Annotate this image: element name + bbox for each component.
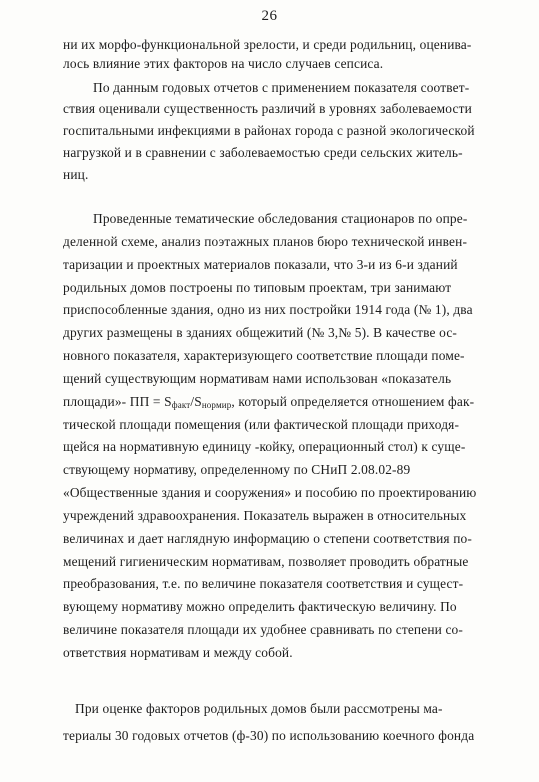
text-line: щейся на нормативную единицу -койку, операционный стол) к суще- — [63, 439, 466, 454]
text-line: родильных домов построены по типовым проектам, три занимают — [63, 280, 452, 295]
text-line: учреждений здравоохранения. Показатель выражен в относительных — [63, 508, 467, 523]
text-line: мещений гигиеническим нормативам, позволяет проводить обратные — [63, 554, 469, 569]
text-line: ни их морфо-функциональной зрелости, и среди родильниц, оценива- — [63, 37, 472, 52]
text-line: Проведенные тематические обследования стационаров по опре- — [93, 211, 468, 226]
text-line: щений существующим нормативам нами использован «показатель — [63, 371, 452, 386]
text-line: тической площади помещения (или фактической площади приходя- — [63, 417, 460, 432]
text-line: вующему нормативу можно определить фактическую величину. По — [63, 599, 457, 614]
formula-subscript-fact: факт — [171, 400, 191, 410]
text-line: При оценке факторов родильных домов были рассмотрены ма- — [75, 701, 443, 716]
text-line: ответствия нормативам и между собой. — [63, 645, 293, 660]
text-line: ниц. — [63, 167, 89, 182]
formula-divider: /S — [190, 394, 202, 409]
text-line: других размещены в зданиях общежитий (№ 3,№ 5). В качестве ос- — [63, 325, 458, 340]
formula-tail: , который определяется отношением фак- — [231, 394, 475, 409]
text-line: лось влияние этих факторов на число случаев сепсиса. — [63, 56, 384, 71]
text-line: «Общественные здания и сооружения» и пособию по проектированию — [63, 485, 477, 500]
formula-subscript-norm: нормир — [201, 400, 232, 410]
text-line: нагрузкой и в сравнении с заболеваемостью среди сельских житель- — [63, 145, 463, 160]
text-line: По данным годовых отчетов с применением показателя соответ- — [93, 80, 470, 95]
text-line: деленной схеме, анализ поэтажных планов бюро технической инвен- — [63, 234, 468, 249]
text-line: ствующему нормативу, определенному по СНиП 2.08.02-89 — [63, 462, 411, 477]
text-line: госпитальными инфекциями в районах города с разной экологической — [63, 123, 475, 138]
page-number: 26 — [261, 8, 278, 24]
text-line: величинах и дает наглядную информацию о степени соответствия по- — [63, 531, 472, 546]
formula-prefix: площади»- ПП = S — [63, 394, 172, 409]
text-line: новного показателя, характеризующего соответствие площади поме- — [63, 348, 465, 363]
text-line: ствия оценивали существенность различий в уровнях заболеваемости — [63, 101, 472, 116]
text-line: таризации и проектных материалов показали, что 3-и из 6-и зданий — [63, 257, 458, 272]
text-line: приспособленные здания, одно из них постройки 1914 года (№ 1), два — [63, 302, 473, 317]
text-line: териалы 30 годовых отчетов (ф-30) по использованию коечного фонда — [63, 728, 475, 743]
text-line: величине показателя площади их удобнее сравнивать по степени со- — [63, 622, 463, 637]
text-line: преобразования, т.е. по величине показателя соответствия и сущест- — [63, 576, 464, 591]
formula-line — [63, 393, 474, 414]
